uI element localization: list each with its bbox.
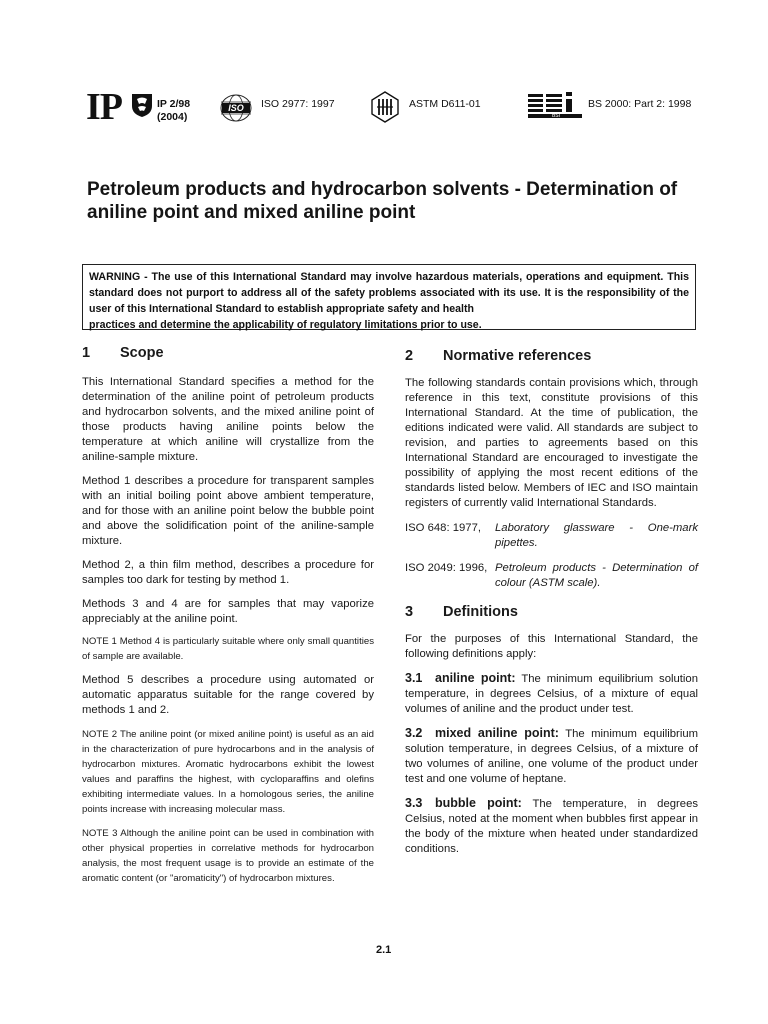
bsi-ref: BS 2000: Part 2: 1998 — [588, 98, 692, 110]
scope-paragraph-3: Method 2, a thin film method, describes a procedure for samples too dark for testing by method 1. — [82, 559, 374, 586]
ip-year: (2004) — [157, 111, 188, 123]
scope-paragraph-1: This International Standard specifies a method for the determination of the aniline point of petroleum products and hydrocarbon solvents, and the mixed aniline point of those products having aniline points below the temperature at which aniline will crystallize from the aniline-sample mixture. — [82, 376, 374, 463]
normative-paragraph: The following standards contain provisions which, through reference in this text, constitute provisions of this International Standard. At the time of publication, the editions indicated were valid. All standards are subject to revision, and parties to agreements based on this International Standard are encouraged to investigate the possibility of applying the most recent editions of the standards listed below. Members of IEC and ISO maintain registers of currently valid International Standards. — [405, 377, 698, 509]
definitions-heading: 3 Definitions — [405, 604, 518, 620]
scope-note-3: NOTE 3 Although the aniline point can be used in combination with other physical properties in correlative methods for hydrocarbon analysis, the most frequent usage is to provide an estimate of the aromatic content (or "aromaticity") of hydrocarbon mixtures. — [82, 828, 374, 884]
scope-heading: 1 Scope — [82, 345, 164, 361]
normative-heading: 2 Normative references — [405, 348, 592, 364]
warning-last-line: practices and determine the applicability of regulatory limitations prior to use. — [89, 319, 482, 331]
iso-logo-text: ISO — [228, 103, 244, 113]
scope-paragraph-5: Method 5 describes a procedure using automated or automatic apparatus suitable for the range covered by methods 1 and 2. — [82, 674, 374, 716]
left-column — [82, 346, 374, 886]
astm-logo-icon — [370, 91, 400, 123]
scope-paragraph-4: Methods 3 and 4 are for samples that may vaporize appreciably at the aniline point. — [82, 598, 374, 625]
astm-ref: ASTM D611-01 — [409, 98, 481, 110]
ip-code: IP 2/98 — [157, 98, 191, 110]
definitions-intro: For the purposes of this International Standard, the following definitions apply: — [405, 633, 698, 660]
ip-shield-icon — [131, 92, 153, 118]
scope-paragraph-2: Method 1 describes a procedure for transparent samples with an initial boiling point above ambient temperature, and for those with an aniline point below the bubble point and above the solidification point of the aniline-sample mixture. — [82, 475, 374, 547]
warning-box — [82, 264, 696, 330]
definition-item: 3.2 mixed aniline point: The minimum equilibrium solution temperature, in degrees Celsius, of a mixture of two volumes of aniline, one volume of the product under test and one volume of heptane. — [405, 726, 699, 785]
warning-text: WARNING - The use of this International Standard may involve hazardous materials, operations and equipment. This standard does not purport to address all of the safety problems associated with its use. It is the responsibility of the user of this International Standard to establish appropriate safety and health — [89, 271, 689, 315]
definition-item: 3.3 bubble point: The temperature, in degrees Celsius, noted at the moment when bubbles first appear in the body of the mixture when heated under standardized conditions. — [405, 796, 698, 855]
reference-item: ISO 648: 1977, Laboratory glassware - One-mark pipettes. — [405, 522, 698, 549]
ip-logo: IP — [86, 86, 122, 128]
right-column — [405, 349, 698, 857]
bsi-logo-text: BSI — [551, 113, 561, 119]
scope-note-1: NOTE 1 Method 4 is particularly suitable where only small quantities of sample are available. — [82, 636, 374, 662]
definition-item: 3.1 aniline point: The minimum equilibrium solution temperature, in degrees Celsius, of a mixture of equal volumes of aniline and the product under test. — [405, 671, 698, 715]
scope-note-2: NOTE 2 The aniline point (or mixed aniline point) is useful as an aid in the characterization of pure hydrocarbons and in the analysis of hydrocarbon mixtures. Aromatic hydrocarbons exhibit the lowest values and paraffins the highest, with cycloparaffins and olefins exhibiting intermediate values. In a homologous series, the aniline points increase with increasing molecular mass. — [82, 729, 374, 815]
document-title: Petroleum products and hydrocarbon solvents - Determination of aniline point and mixed aniline point — [87, 179, 678, 223]
iso-ref: ISO 2977: 1997 — [261, 98, 335, 110]
page-number: 2.1 — [376, 944, 392, 956]
reference-item: ISO 2049: 1996, Petroleum products - Determination of colour (ASTM scale). — [405, 562, 698, 589]
